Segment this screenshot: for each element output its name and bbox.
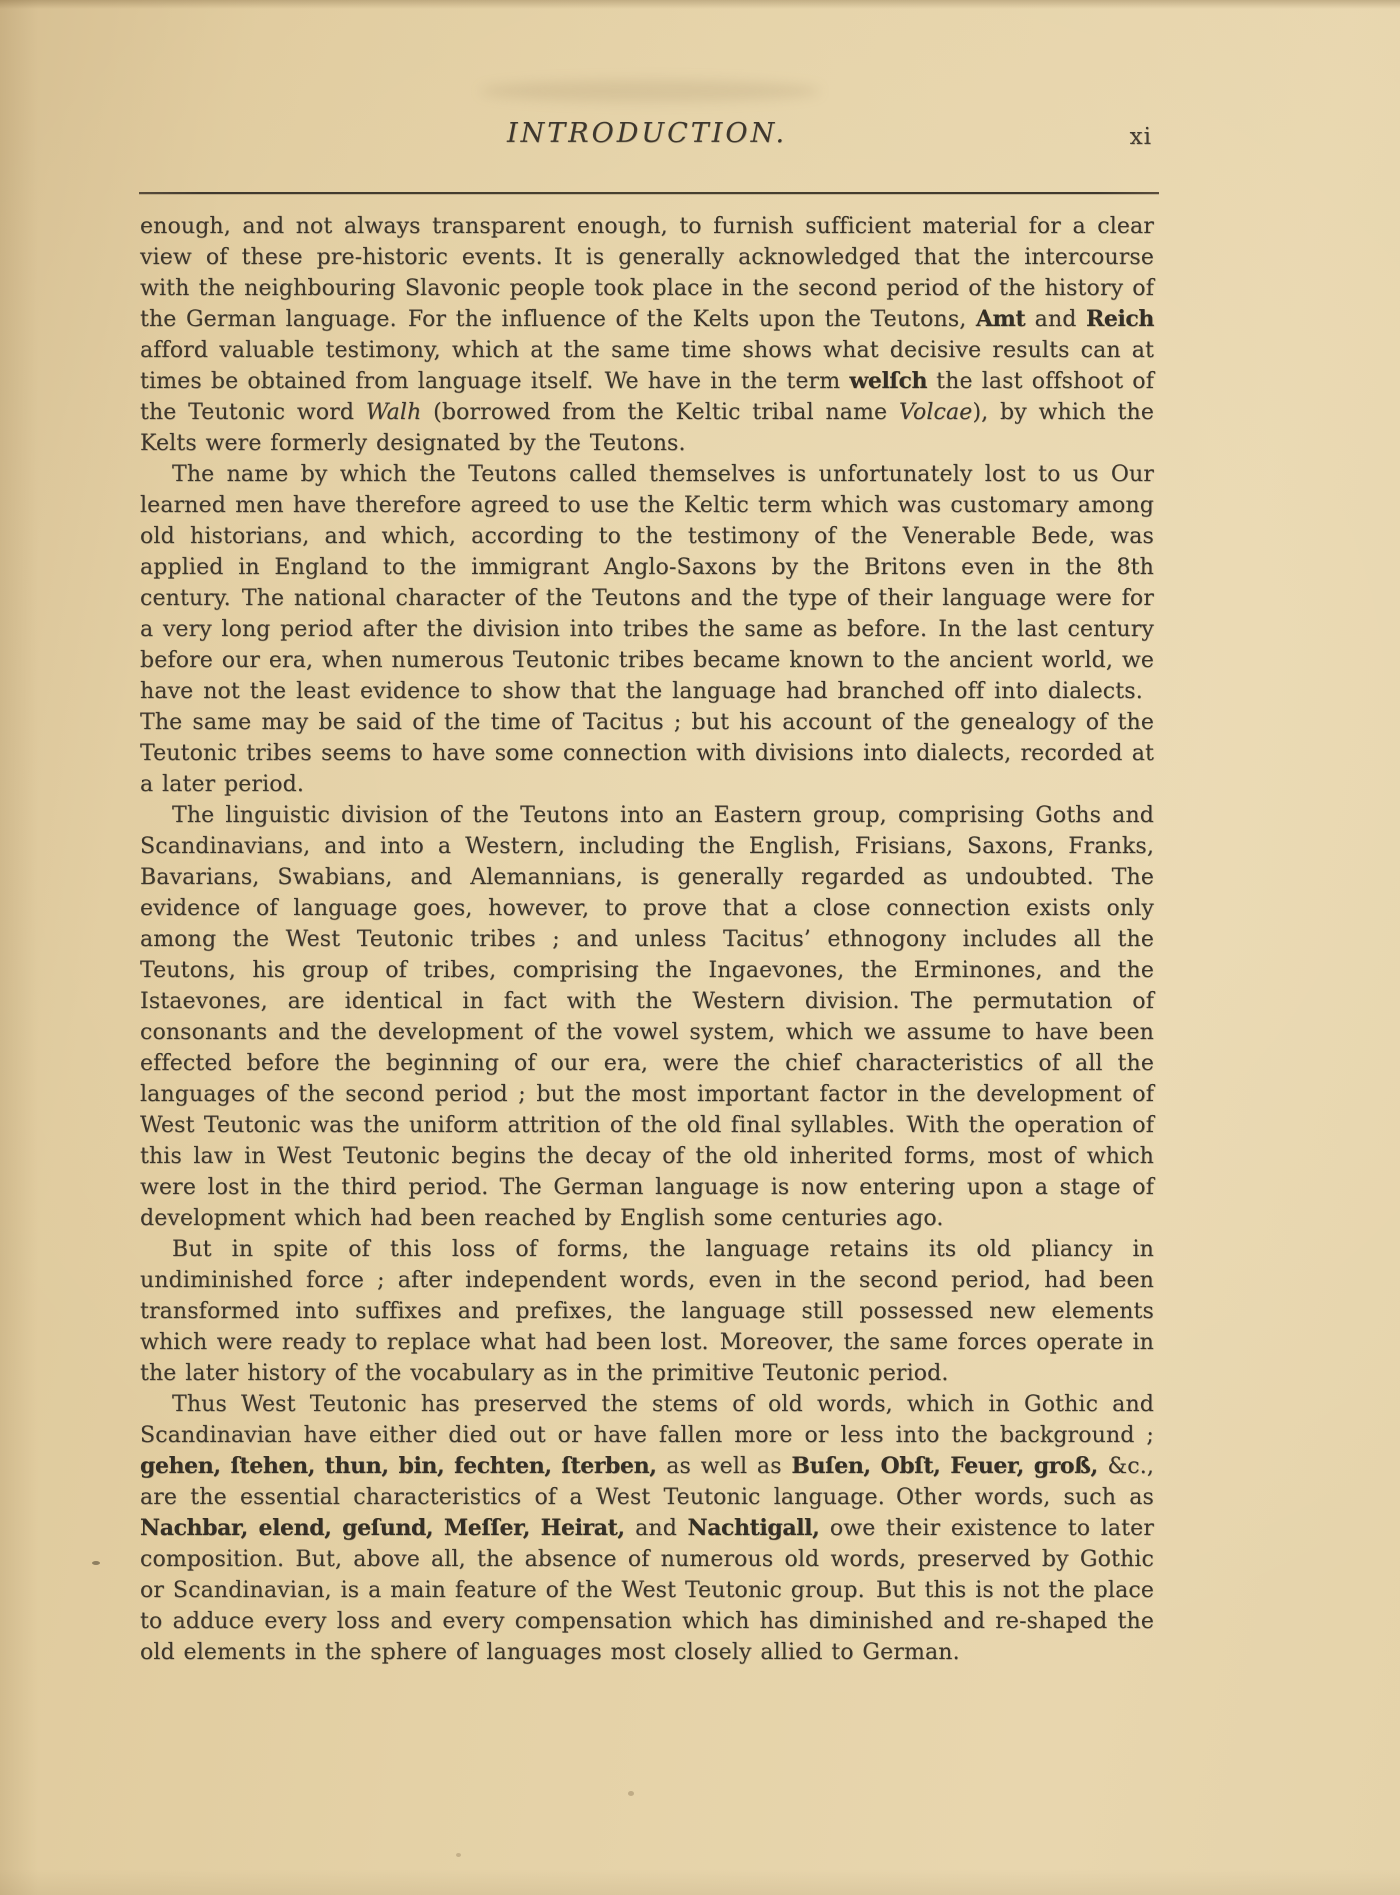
- header-rule: [139, 192, 1159, 194]
- text-run: owe their existence to later composition. But, above all, the absence of numerous old words, preserved by Gothic or Scandinavian, is a main feature of the West Teutonic group. But this is not the place to adduce every loss and every compensation which has diminished and re-shaped the old elements in the sphere of languages most closely allied to German.: [140, 1516, 1155, 1665]
- scan-artifact: [628, 1791, 634, 1796]
- paragraph: [140, 459, 1154, 800]
- paragraph: [140, 1389, 1154, 1668]
- text-run: and: [1025, 307, 1086, 332]
- ink-showthrough-smudge: [480, 80, 820, 102]
- fraktur-text-run: Nachbar, elend, geſund, Meſſer, Heirat,: [140, 1515, 625, 1541]
- page-header: [140, 118, 1154, 164]
- italic-text-run: Volcae: [898, 400, 973, 425]
- fraktur-text-run: welſch: [849, 368, 928, 394]
- text-run: the last offshoot of the Teutonic word: [140, 369, 1154, 425]
- italic-text-run: Walh: [365, 400, 422, 425]
- text-run: enough, and not always transparent enough, to furnish sufficient material for a clear view of these pre-historic events. It is generally acknowledged that the intercourse with the neighbouring Slavonic people took place in the second period of the history of the German language. For the influence of the Kelts upon the Teutons,: [140, 214, 1154, 332]
- body-paragraphs: [140, 211, 1154, 1668]
- text-run: Thus West Teutonic has preserved the stems of old words, which in Gothic and Scandinavian have either died out or have fallen more or less into the background ;: [140, 1392, 1154, 1448]
- text-run: as well as: [656, 1454, 792, 1479]
- text-run: ), by which the Kelts were formerly designated by the Teutons.: [140, 400, 1154, 456]
- paragraph: [140, 211, 1154, 459]
- text-run: and: [624, 1516, 688, 1541]
- fraktur-text-run: Nachtigall,: [687, 1515, 820, 1541]
- fraktur-text-run: gehen, ſtehen, thun, bin, fechten, ſterben,: [140, 1453, 657, 1479]
- fraktur-text-run: Amt: [975, 306, 1026, 332]
- paragraph: [140, 800, 1154, 1234]
- text-run: afford valuable testimony, which at the same time shows what decisive results can at times be obtained from language itself. We have in the term: [140, 338, 1154, 394]
- text-run: The name by which the Teutons called themselves is unfortunately lost to us Our learned men have therefore agreed to use the Keltic term which was customary among old historians, and which, according to the testimony of the Venerable Bede, was applied in England to the immigrant Anglo-Saxons by the Britons even in the 8th century. The national character of the Teutons and the type of their language were for a very long period after the division into tribes the same as before. In the last century before our era, when numerous Teutonic tribes became known to the ancient world, we have not the least evidence to show that the language had branched off into dialects. The same may be said of the time of Tacitus ; but his account of the genealogy of the Teutonic tribes seems to have some connection with divisions into dialects, recorded at a later period.: [140, 462, 1154, 797]
- fraktur-text-run: Reich: [1085, 306, 1154, 332]
- scan-artifact: [456, 1853, 461, 1857]
- text-run: The linguistic division of the Teutons into an Eastern group, comprising Goths and Scandinavians, and into a Western, including the English, Frisians, Saxons, Franks, Bavarians, Swabians, and Alemannians, is generally regarded as undoubted. The evidence of language goes, however, to prove that a close connection exists only among the West Teutonic tribes ; and unless Tacitus’ ethnogony includes all the Teutons, his group of tribes, comprising the Ingaevones, the Erminones, and the Istaevones, are identical in fact with the Western division. The permutation of consonants and the development of the vowel system, which we assume to have been effected before the beginning of our era, were the chief characteristics of all the languages of the second period ; but the most important factor in the development of West Teutonic was the uniform attrition of the old final syllables. With the operation of this law in West Teutonic begins the decay of the old inherited forms, most of which were lost in the third period. The German language is now entering upon a stage of development which had been reached by English some centuries ago.: [140, 803, 1154, 1231]
- margin-mark: [92, 1561, 100, 1565]
- paragraph: [140, 1234, 1154, 1389]
- text-run: But in spite of this loss of forms, the language retains its old pliancy in undiminished force ; after independent words, even in the second period, had been transformed into suffixes and prefixes, the language still possessed new elements which were ready to replace what had been lost. Moreover, the same forces operate in the later history of the vocabulary as in the primitive Teutonic period.: [140, 1237, 1154, 1386]
- page-title: INTRODUCTION.: [506, 118, 788, 149]
- text-run: &c., are the essential characteristics of a West Teutonic language. Other words, such as: [140, 1454, 1154, 1510]
- fraktur-text-run: Buſen, Obſt, Feuer, groß,: [791, 1453, 1098, 1479]
- text-run: (borrowed from the Keltic tribal name: [421, 400, 899, 425]
- page-number: xi: [1129, 124, 1152, 150]
